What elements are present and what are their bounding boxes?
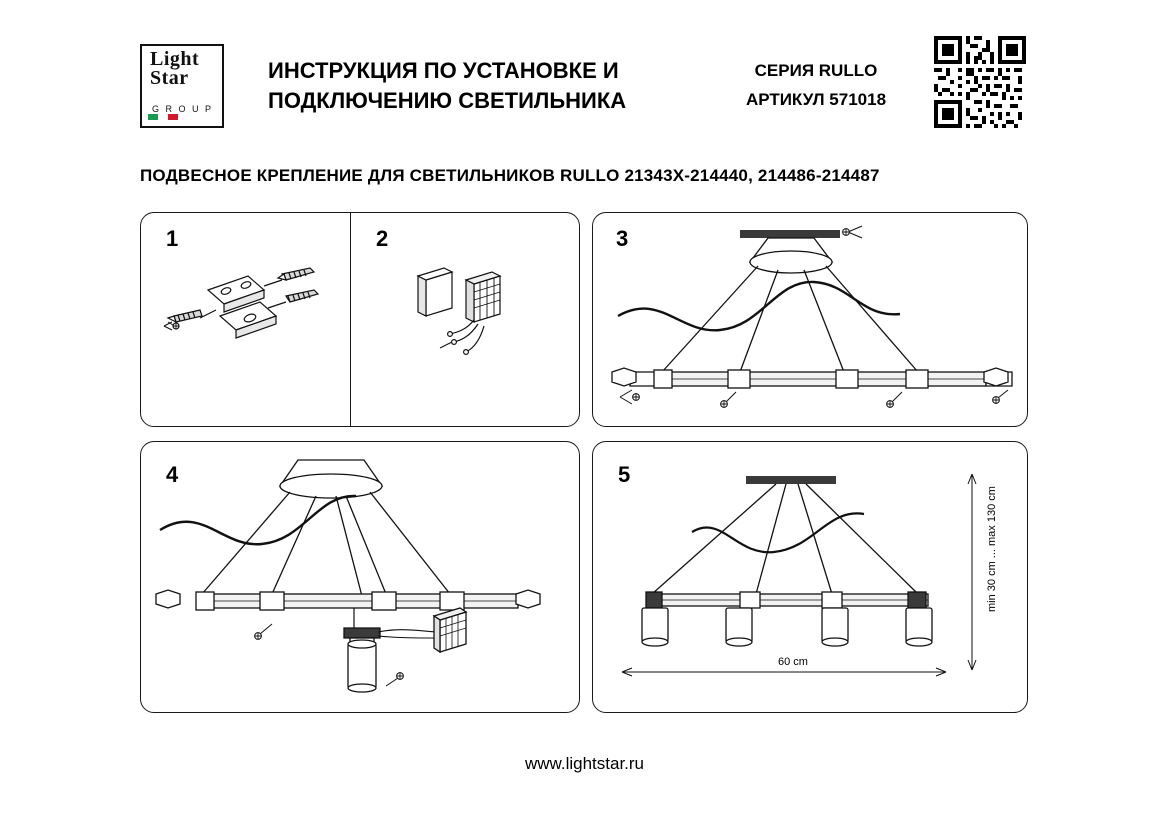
product-meta bbox=[716, 56, 916, 114]
logo-group-label: G R O U P bbox=[152, 104, 214, 114]
footer-website[interactable]: www.lightstar.ru bbox=[524, 754, 645, 773]
step-number-3: 3 bbox=[616, 226, 629, 251]
step-number-5: 5 bbox=[618, 462, 631, 487]
logo bbox=[140, 44, 224, 128]
step-2-illustration bbox=[400, 268, 540, 383]
step-4-illustration bbox=[150, 452, 570, 707]
italian-flag-icon bbox=[148, 114, 178, 120]
step-number-4: 4 bbox=[166, 462, 179, 487]
page-title: ИНСТРУКЦИЯ ПО УСТАНОВКЕ И ПОДКЛЮЧЕНИЮ СВЕТИЛЬНИКА bbox=[268, 58, 627, 113]
series-label: СЕРИЯ RULLO bbox=[754, 61, 878, 80]
article-label: АРТИКУЛ 571018 bbox=[745, 90, 887, 109]
panel-divider bbox=[350, 213, 351, 426]
step-1-illustration bbox=[160, 260, 350, 375]
step-3-illustration bbox=[600, 222, 1020, 422]
qr-code-icon bbox=[934, 36, 1026, 128]
step-number-1: 1 bbox=[166, 226, 179, 251]
height-dimension-label: min 30 cm ... max 130 cm bbox=[986, 486, 998, 612]
step-number-2: 2 bbox=[376, 226, 389, 251]
logo-line-2: Star bbox=[150, 67, 189, 89]
logo-line-1: Light bbox=[150, 48, 200, 70]
section-subtitle: ПОДВЕСНОЕ КРЕПЛЕНИЕ ДЛЯ СВЕТИЛЬНИКОВ RULLO 21343Х-214440, 214486-214487 bbox=[140, 166, 880, 185]
width-dimension-label: 60 cm bbox=[778, 656, 808, 668]
step-5-illustration bbox=[606, 472, 966, 657]
logo-wordmark bbox=[150, 50, 199, 88]
